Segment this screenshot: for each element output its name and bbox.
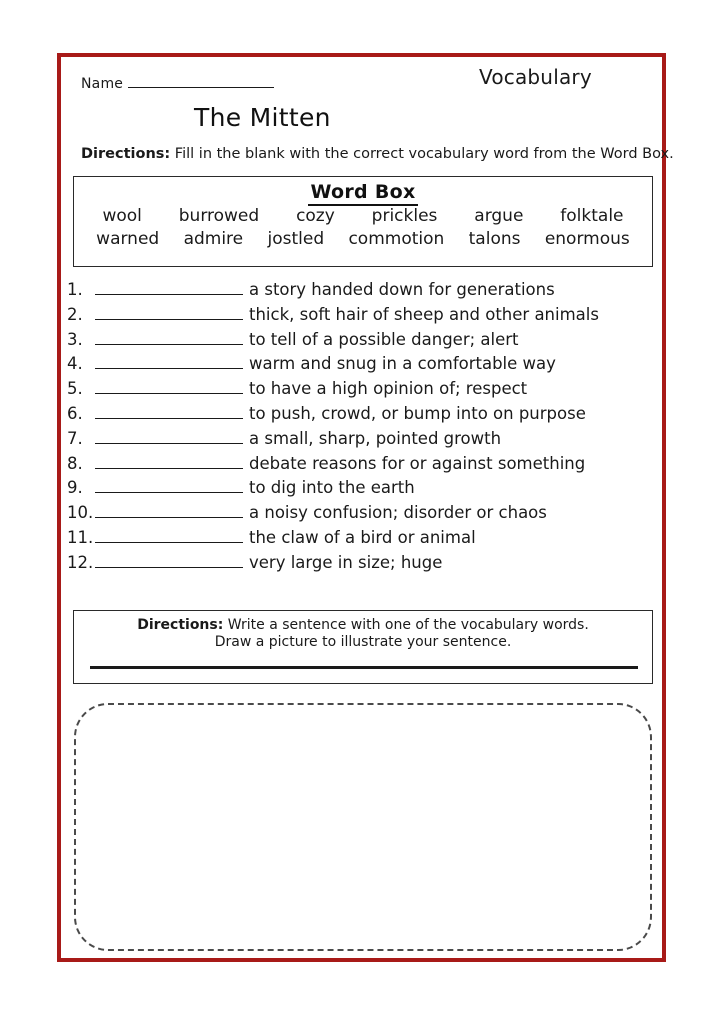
item-answer-blank[interactable] (95, 552, 243, 568)
drawing-area[interactable] (74, 703, 652, 951)
item-answer-blank[interactable] (95, 403, 243, 419)
item-number: 3. (67, 329, 83, 349)
item-definition: the claw of a bird or animal (249, 527, 476, 547)
word-box-title (74, 181, 652, 203)
word-box-word[interactable]: talons (468, 229, 521, 249)
word-box-row-2 (74, 229, 652, 249)
vocabulary-item-row (67, 378, 657, 403)
vocabulary-item-row (67, 527, 657, 552)
word-box-word[interactable]: folktale (560, 206, 624, 226)
word-box-word[interactable]: admire (183, 229, 244, 249)
vocabulary-item-row (67, 403, 657, 428)
directions-top-label: Directions: (81, 146, 171, 162)
vocabulary-item-row (67, 477, 657, 502)
item-answer-blank[interactable] (95, 477, 243, 493)
item-definition: a small, sharp, pointed growth (249, 428, 502, 448)
item-answer-blank[interactable] (95, 428, 243, 444)
word-box-title-text: Word Box (308, 181, 417, 206)
item-number: 8. (67, 453, 83, 473)
item-definition: a noisy confusion; disorder or chaos (249, 503, 547, 523)
name-label: Name (81, 76, 124, 92)
directions-bottom-label: Directions: (137, 617, 224, 633)
item-answer-blank[interactable] (95, 304, 243, 320)
item-answer-blank[interactable] (95, 329, 243, 345)
item-number: 10. (67, 503, 94, 523)
word-box-word[interactable]: wool (102, 206, 142, 226)
item-definition: very large in size; huge (249, 552, 443, 572)
item-definition: warm and snug in a comfortable way (249, 354, 556, 374)
directions-bottom-text: Write a sentence with one of the vocabulary words. (223, 617, 589, 633)
item-definition: to push, crowd, or bump into on purpose (249, 403, 586, 423)
item-number: 2. (67, 304, 83, 324)
word-box-word[interactable]: prickles (371, 206, 438, 226)
item-number: 12. (67, 552, 94, 572)
item-definition: to have a high opinion of; respect (249, 379, 528, 399)
item-answer-blank[interactable] (95, 353, 243, 369)
directions-top (81, 146, 674, 162)
word-box (73, 176, 653, 267)
name-input-blank[interactable] (128, 74, 274, 88)
directions-top-text: Fill in the blank with the correct vocabulary word from the Word Box. (170, 146, 674, 162)
directions-bottom-box (73, 610, 653, 684)
word-box-word[interactable]: cozy (296, 206, 335, 226)
vocabulary-item-row (67, 329, 657, 354)
vocabulary-item-row (67, 279, 657, 304)
word-box-word[interactable]: commotion (348, 229, 445, 249)
vocabulary-item-row (67, 353, 657, 378)
word-box-word[interactable]: argue (474, 206, 524, 226)
item-answer-blank[interactable] (95, 527, 243, 543)
vocabulary-item-row (67, 428, 657, 453)
item-number: 1. (67, 280, 83, 299)
item-number: 9. (67, 478, 83, 498)
item-number: 5. (67, 379, 83, 399)
directions-bottom-line-1 (74, 617, 652, 633)
word-box-word[interactable]: enormous (544, 229, 630, 249)
item-answer-blank[interactable] (95, 453, 243, 469)
word-box-word[interactable]: warned (96, 229, 160, 249)
item-number: 11. (67, 527, 94, 547)
vocabulary-item-row (67, 502, 657, 527)
item-number: 7. (67, 428, 83, 448)
vocabulary-item-row (67, 552, 657, 577)
sentence-write-line[interactable] (90, 666, 638, 669)
item-number: 4. (67, 354, 83, 374)
name-field-group (81, 74, 274, 92)
item-definition: to tell of a possible danger; alert (249, 329, 519, 349)
item-answer-blank[interactable] (95, 279, 243, 295)
item-answer-blank[interactable] (95, 378, 243, 394)
word-box-word[interactable]: jostled (267, 229, 325, 249)
page-title: The Mitten (194, 103, 331, 132)
vocabulary-items-list (67, 279, 657, 577)
word-box-row-1 (74, 206, 652, 226)
item-definition: thick, soft hair of sheep and other animals (249, 304, 599, 324)
vocabulary-item-row (67, 453, 657, 478)
directions-bottom-line-2: Draw a picture to illustrate your sentence. (214, 634, 512, 650)
vocabulary-item-row (67, 304, 657, 329)
subject-label: Vocabulary (479, 65, 592, 89)
item-definition: to dig into the earth (249, 478, 415, 498)
item-definition: a story handed down for generations (249, 280, 555, 299)
item-definition: debate reasons for or against something (249, 453, 586, 473)
word-box-word[interactable]: burrowed (178, 206, 260, 226)
item-number: 6. (67, 403, 83, 423)
worksheet-red-border-frame (57, 53, 674, 962)
item-answer-blank[interactable] (95, 502, 243, 518)
header-row (75, 65, 655, 99)
